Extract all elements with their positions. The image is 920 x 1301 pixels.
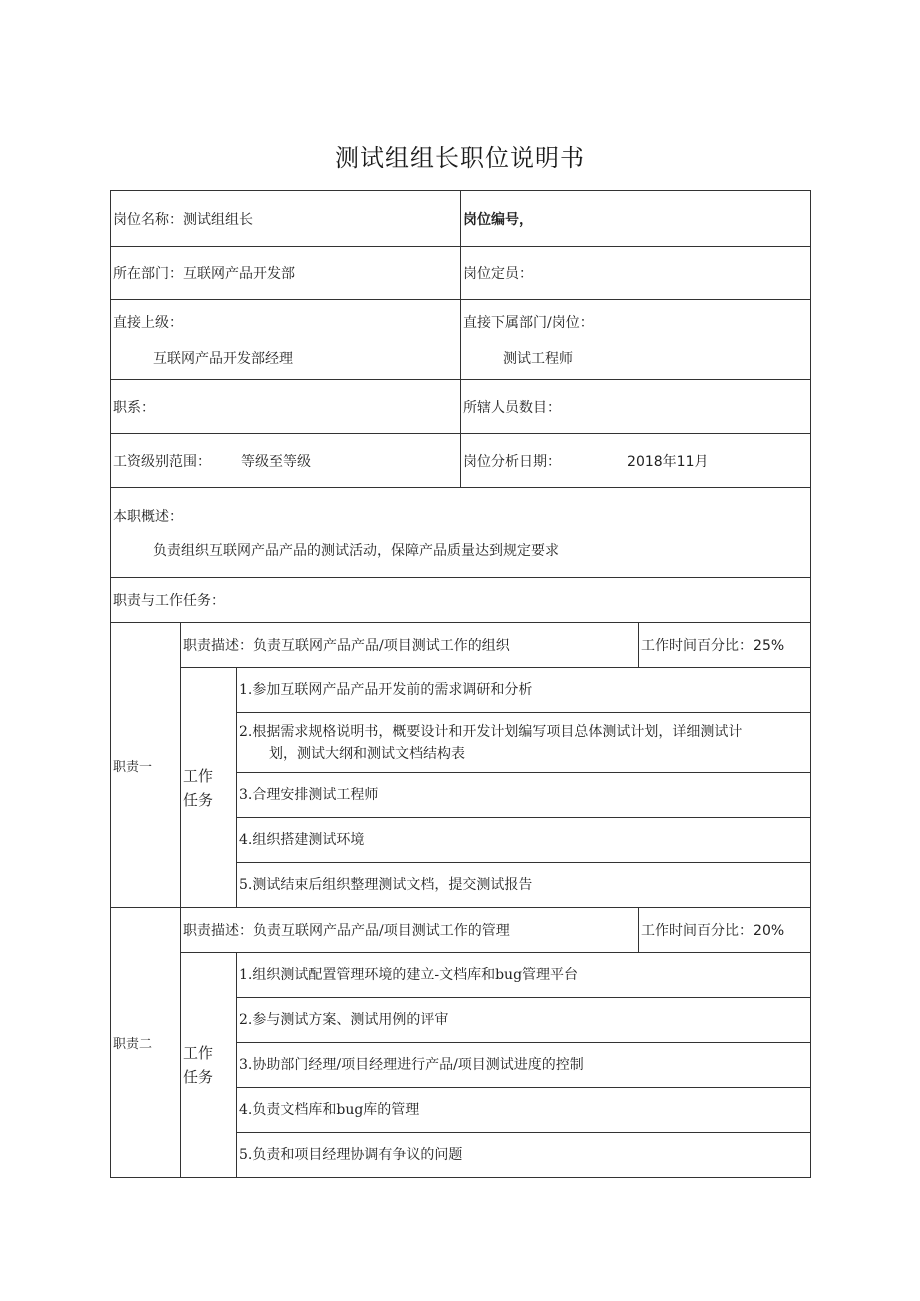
duty-1-label: 职责一 bbox=[111, 623, 181, 908]
duty-2-description: 职责描述：负责互联网产品产品/项目测试工作的管理 bbox=[181, 908, 639, 953]
duty-1-task-2-line-2: 划，测试大纲和测试文档结构表 bbox=[269, 745, 465, 762]
row-position bbox=[111, 191, 811, 247]
duty-1-task-label: 工作 任务 bbox=[181, 668, 237, 908]
position-name-cell: 岗位名称：测试组组长 bbox=[111, 191, 461, 247]
duty-2-time-pct: 工作时间百分比：20% bbox=[639, 908, 811, 953]
row-job-family bbox=[111, 380, 811, 434]
duty-2-task-label: 工作 任务 bbox=[181, 953, 237, 1178]
job-family-cell: 职系： bbox=[111, 380, 461, 434]
row-salary bbox=[111, 434, 811, 488]
row-department bbox=[111, 247, 811, 300]
salary-value: 等级至等级 bbox=[241, 453, 311, 470]
subordinate-value: 测试工程师 bbox=[503, 350, 574, 367]
subordinate-cell bbox=[461, 300, 811, 380]
duty-2-task-3: 3.协助部门经理/项目经理进行产品/项目测试进度的控制 bbox=[237, 1043, 811, 1088]
job-description-table bbox=[110, 190, 811, 1178]
department-cell: 所在部门：互联网产品开发部 bbox=[111, 247, 461, 300]
position-code-cell: 岗位编号， bbox=[461, 191, 811, 247]
row-reporting bbox=[111, 300, 811, 380]
duty-2-task-4: 4.负责文档库和bug库的管理 bbox=[237, 1088, 811, 1133]
analysis-date-value: 2018年11月 bbox=[627, 453, 709, 470]
salary-cell bbox=[111, 434, 461, 488]
duty-1-task-2 bbox=[237, 713, 811, 773]
duty-1-description-row bbox=[111, 623, 811, 668]
summary-text: 负责组织互联网产品产品的测试活动，保障产品质量达到规定要求 bbox=[153, 542, 559, 559]
table-row bbox=[111, 668, 811, 713]
duties-header-cell: 职责与工作任务： bbox=[111, 578, 811, 623]
duty-1-description: 职责描述：负责互联网产品产品/项目测试工作的组织 bbox=[181, 623, 639, 668]
duty-2-description-row bbox=[111, 908, 811, 953]
duty-2-label: 职责二 bbox=[111, 908, 181, 1178]
duty-1-task-5: 5.测试结束后组织整理测试文档，提交测试报告 bbox=[237, 863, 811, 908]
superior-value: 互联网产品开发部经理 bbox=[153, 350, 293, 367]
subordinate-label: 直接下属部门/岗位： bbox=[463, 314, 594, 331]
summary-cell bbox=[111, 488, 811, 578]
analysis-date-cell bbox=[461, 434, 811, 488]
managed-count-cell: 所辖人员数目： bbox=[461, 380, 811, 434]
row-summary bbox=[111, 488, 811, 578]
salary-label: 工资级别范围： bbox=[113, 453, 211, 470]
duty-1-task-1: 1.参加互联网产品产品开发前的需求调研和分析 bbox=[237, 668, 811, 713]
duty-2-task-1: 1.组织测试配置管理环境的建立-文档库和bug管理平台 bbox=[237, 953, 811, 998]
page-title: 测试组组长职位说明书 bbox=[335, 144, 585, 172]
headcount-cell: 岗位定员： bbox=[461, 247, 811, 300]
duty-2-task-2: 2.参与测试方案、测试用例的评审 bbox=[237, 998, 811, 1043]
superior-cell bbox=[111, 300, 461, 380]
duty-1-task-3: 3.合理安排测试工程师 bbox=[237, 773, 811, 818]
row-duties-header bbox=[111, 578, 811, 623]
summary-label: 本职概述： bbox=[113, 508, 183, 525]
duty-1-task-4: 4.组织搭建测试环境 bbox=[237, 818, 811, 863]
duty-1-time-pct: 工作时间百分比：25% bbox=[639, 623, 811, 668]
table-row bbox=[111, 953, 811, 998]
duty-2-task-5: 5.负责和项目经理协调有争议的问题 bbox=[237, 1133, 811, 1178]
duty-1-task-2-line-1: 2.根据需求规格说明书，概要设计和开发计划编写项目总体测试计划，详细测试计 bbox=[239, 723, 743, 740]
superior-label: 直接上级： bbox=[113, 314, 183, 331]
analysis-date-label: 岗位分析日期： bbox=[463, 453, 562, 470]
